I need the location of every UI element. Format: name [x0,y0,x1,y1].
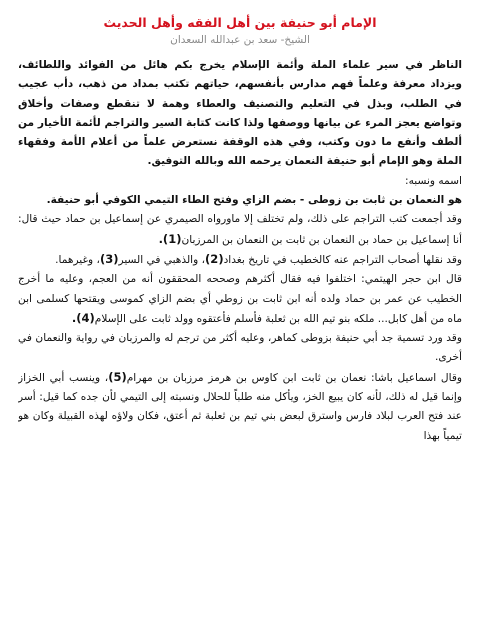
grandfather-paragraph [18,329,462,368]
footnote-ref[interactable]: (3) [99,251,119,266]
sources-paragraph [18,250,462,270]
paragraph-text: وقال اسماعيل باشا: نعمان بن ثابت ابن كاوس بن هرمز مرزبان بن مهرام [126,371,462,384]
paragraph-text: هو النعمان بن ثابت بن زوطى - بضم الزاي وفتح الطاء التيمي الكوفي أبو حنيفة. [46,194,462,207]
footnote-ref[interactable]: (2) [205,251,224,266]
paragraph-text: ، والذهبي في السير [118,253,206,266]
paragraph-text: وقد أجمعت كتب التراجم على ذلك، ولم تختلف إلا ماورواه الصيمري عن إسماعيل بن حماد حيث قال: أنا إسماعيل بن حماد بن النعمان بن ثابت بن النعمان بن المرزبان [18,213,462,246]
ismail-pasha-paragraph [18,368,462,446]
document-author: الشيخ- سعد بن عبدالله السعدان [170,34,310,46]
footnote-ref[interactable]: (4). [71,310,95,325]
paragraph-text: الناظر في سير علماء الملة وأئمة الإسلام يخرج بكم هائل من الفوائد واللطائف، ويزداد معرفة وعلماً فهم مدارس بأنفسهم، حياتهم تكتب بمداد من ذهب، دأب عجيب في الطلب، وبذل في التعليم والتصنيف والعطاء وهمة لا تنقطع وصفات وأخلاق وتواضع يعجز المرء عن بيانها ووصفها ولذا كانت كتابة السير والتراجم لأئمة الأخيار من ألطف وأنفع ما دون وكتب، وفي هذه الوقفة نستعرض علماً من أعلام الأمة وفقهاء الملة وهو الإمام أبو حنيفة النعمان يرحمه الله وبالله التوفيق. [18,59,462,168]
intro-paragraph [18,56,462,172]
paragraph-text: ، وينسب أبي الخزاز وإنما قيل له ذلك، لأنه كان يبيع الخز، ويأكل منه طلباً للحلال ونسبته إلى التيمي لأن جده كما قيل: أسر عند فتح العرب لبلاد فارس واسترق لبعض بني تيم بن ثعلبة ثم أعتق، فكان ولاؤه لهذه القبيلة وكان هو تيمياً بهذا [18,371,462,442]
consensus-paragraph [18,210,462,250]
paragraph-text: وقد ورد تسمية جد أبي حنيفة بزوطى كماهر، وعليه أكثر من ترجم له والمرزبان في رواية والنعمان في أخرى. [18,332,462,364]
paragraph-text: وقد نقلها أصحاب التراجم عنه كالخطيب في تاريخ بغداد [223,253,462,266]
haytami-paragraph [18,270,462,329]
section-heading-name: اسمه ونسبه: [405,174,462,187]
name-paragraph [18,191,462,210]
footnote-ref[interactable]: (1). [158,231,182,246]
footnote-ref[interactable]: (5) [108,369,127,384]
document-title: الإمام أبو حنيفة بين أهل الفقه وأهل الحديث [103,15,377,30]
paragraph-text: قال ابن حجر الهيتمي: اختلفوا فيه فقال أكثرهم وصححه المحققون أنه من العجم، وعليه ما أخرج الخطيب عن عمر بن حماد ولده أنه ابن ثابت بن زوطي أي بضم الزاي كموسى ويقتحها كسلمى ابن ماه من أهل كابل... ملكه بنو تيم الله بن ثعلبة فأسلم فأعتقوه وولد ثابت على الإسلام [18,273,462,325]
paragraph-text: ، وغيرهما. [55,253,100,266]
document-page [18,12,462,632]
